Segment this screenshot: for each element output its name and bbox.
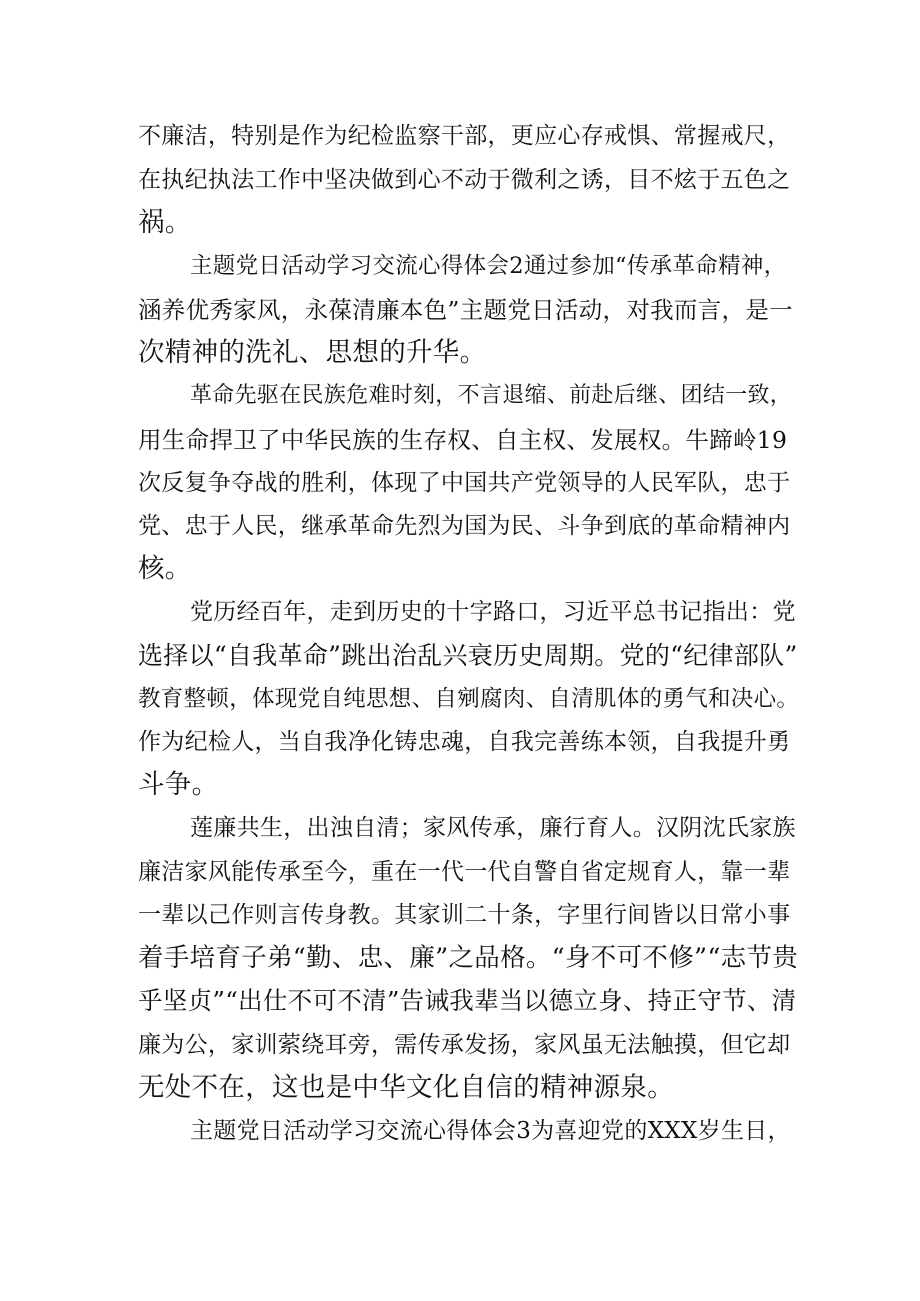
text-line: 一辈以己作则言传身教。其家训二十条，字里行间皆以日常小事 (138, 902, 791, 928)
text-line: 廉为公，家训萦绕耳旁，需传承发扬，家风虽无法触摸，但它却 (138, 1032, 791, 1058)
text-line: 次精神的洗礼、思想的升华。 (138, 337, 487, 368)
paragraph-start-line: 主题党日活动学习交流心得体会3为喜迎党的XXX岁生日， (190, 1118, 791, 1144)
text-line: 着手培育子弟“勤、忠、廉”之品格。“身不可不修”“志节贵 (138, 943, 799, 973)
text-line: 不廉洁，特别是作为纪检监察干部，更应心存戒惧、常握戒尺， (138, 123, 791, 149)
text-line: 乎坚贞”“出仕不可不清”告诫我辈当以德立身、持正守节、清 (138, 986, 797, 1015)
text-line: 廉洁家风能传承至今，重在一代一代自警自省定规育人，靠一辈 (138, 859, 791, 885)
text-line: 党、忠于人民，继承革命先烈为国为民、斗争到底的革命精神内 (138, 513, 791, 539)
text-line: 选择以“自我革命”跳出治乱兴衰历史周期。党的“纪律部队” (138, 641, 798, 670)
paragraph-start-line: 党历经百年，走到历史的十字路口，习近平总书记指出：党 (190, 599, 796, 625)
text-line: 用生命捍卫了中华民族的生存权、自主权、发展权。牛蹄岭19 (138, 426, 788, 454)
text-line: 斗争。 (138, 769, 219, 800)
text-line: 涵养优秀家风，永葆清廉本色”主题党日活动，对我而言，是一 (138, 296, 793, 324)
text-line: 无处不在，这也是中华文化自信的精神源泉。 (138, 1072, 674, 1103)
text-line: 在执纪执法工作中坚决做到心不动于微利之诱，目不炫于五色之 (138, 167, 791, 193)
text-line: 祸。 (138, 207, 192, 238)
text-line: 核。 (138, 553, 192, 584)
text-line: 教育整顿，体现党自纯思想、自剜腐肉、自清肌体的勇气和决心。 (138, 686, 800, 712)
text-line: 次反复争夺战的胜利，体现了中国共产党领导的人民军队，忠于 (138, 470, 791, 496)
text-line: 作为纪检人，当自我净化铸忠魂，自我完善练本领，自我提升勇 (138, 729, 791, 755)
paragraph-start-line: 革命先驱在民族危难时刻，不言退缩、前赴后继、团结一致， (190, 383, 793, 408)
paragraph-start-line: 莲廉共生，出浊自清；家风传承，廉行育人。汉阴沈氏家族 (190, 815, 796, 841)
paragraph-start-line: 主题党日活动学习交流心得体会2通过参加“传承革命精神， (190, 253, 787, 279)
